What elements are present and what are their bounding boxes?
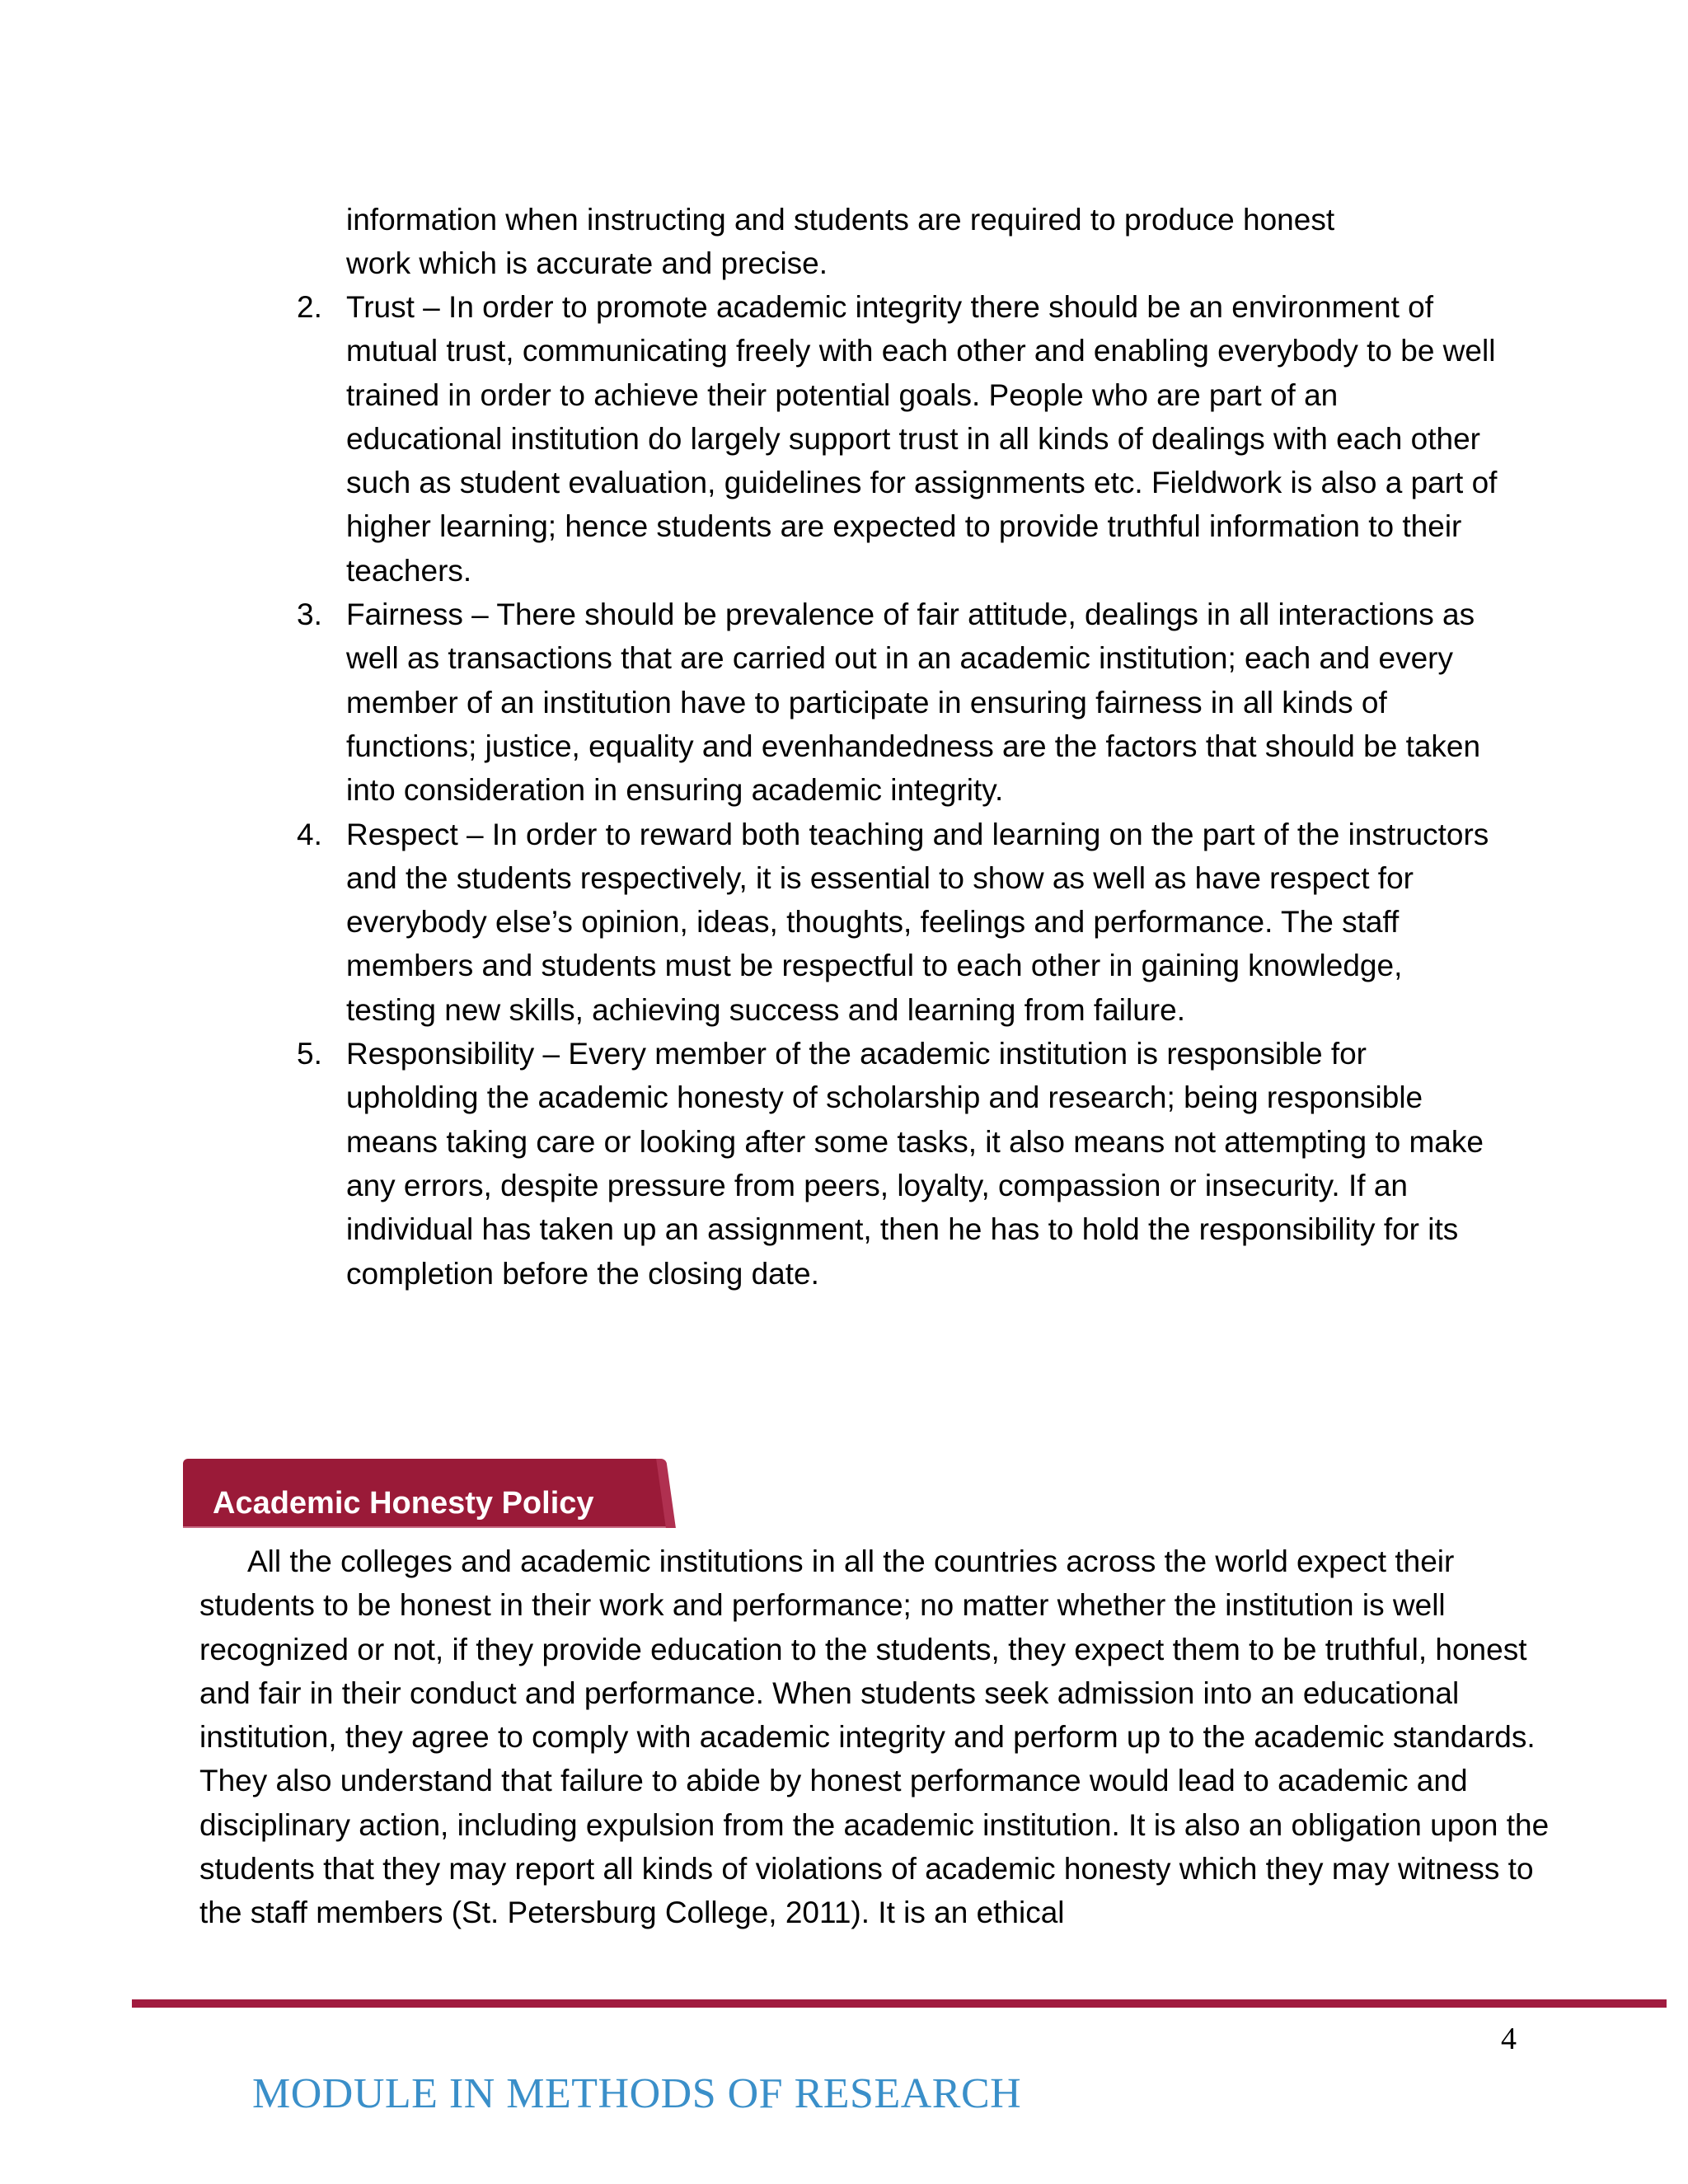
list-item-number: 3.	[297, 598, 322, 632]
list-item-respect	[0, 813, 1517, 1032]
list-item-text: Fairness – There should be prevalence of fair attitude, dealings in all interactions as well as transactions that are carried out in an academic institution; each and every member of an institution have to participate in ensuring fairness in all kinds of functions; justice, equality and evenhandedness are the factors that should be taken into consideration in ensuring academic integrity.	[346, 598, 1481, 808]
page-number: 4	[1501, 2022, 1517, 2056]
list-item-number: 5.	[297, 1037, 322, 1071]
list-item-text: Respect – In order to reward both teaching and learning on the part of the instructors and the students respectively, it is essential to show as well as have respect for everybody else’s opinion, ideas, thoughts, feelings and performance. The staff members and students must be respectful to each other in gaining knowledge, testing new skills, achieving success and learning from failure.	[346, 817, 1489, 1027]
list-item-text: Responsibility – Every member of the academic institution is responsible for upholding the academic honesty of scholarship and research; being responsible means taking care or looking after some tasks, it also means not attempting to make any errors, despite pressure from peers, loyalty, compassion or insecurity. If an individual has taken up an assignment, then he has to hold the responsibility for its completion before the closing date.	[346, 1037, 1484, 1291]
section-heading: Academic Honesty Policy	[213, 1486, 594, 1521]
continued-list-item-text	[346, 198, 1500, 286]
list-item-responsibility	[0, 1032, 1517, 1296]
list-item-number: 2.	[297, 290, 322, 324]
section-paragraph	[199, 1540, 1551, 1935]
continued-line: information when instructing and students are required to produce honest	[346, 203, 1335, 237]
list-item-text: Trust – In order to promote academic integrity there should be an environment of mutual trust, communicating freely with each other and enabling everybody to be well trained in order to achieve their potential goals. People who are part of an educational institution do largely support trust in all kinds of dealings with each other such as student evaluation, guidelines for assignments etc. Fieldwork is also a part of higher learning; hence students are expected to provide truthful information to their teachers.	[346, 290, 1498, 588]
section-paragraph-text: All the colleges and academic institutions in all the countries across the world expect their students to be honest in their work and performance; no matter whether the institution is well recognized or not, if they provide education to the students, they expect them to be truthful, honest and fair in their conduct and performance. When students seek admission into an educational institution, they agree to comply with academic integrity and perform up to the academic standards. They also understand that failure to abide by honest performance would lead to academic and disciplinary action, including expulsion from the academic institution. It is also an obligation upon the students that they may report all kinds of violations of academic honesty which they may witness to the staff members (St. Petersburg College, 2011). It is an ethical	[199, 1544, 1550, 1930]
list-item-fairness	[0, 593, 1517, 812]
section-heading-tab	[183, 1459, 666, 1528]
continued-line: work which is accurate and precise.	[346, 246, 828, 281]
list-item-trust	[0, 285, 1517, 593]
footer-divider	[132, 1999, 1667, 2008]
footer-title: MODULE IN METHODS OF RESEARCH	[252, 2070, 1022, 2117]
academic-integrity-values-list	[0, 285, 1517, 1296]
list-item-number: 4.	[297, 817, 322, 851]
